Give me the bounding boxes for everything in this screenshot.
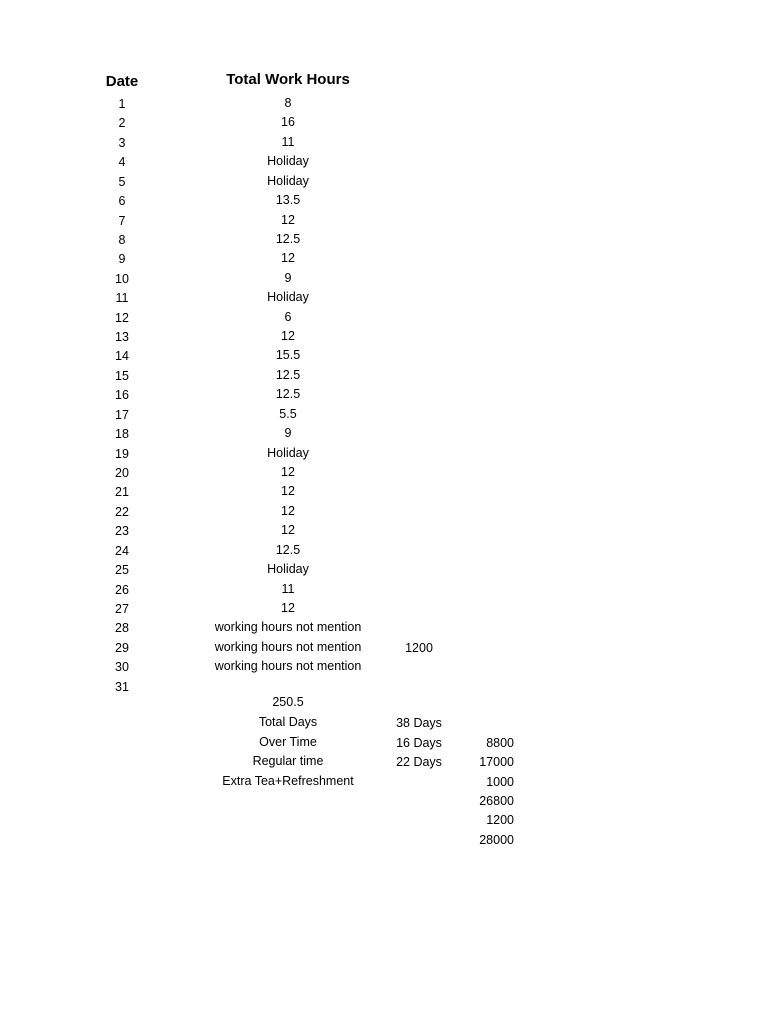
row-date: 26 [115, 583, 129, 597]
row-hours: 15.5 [275, 348, 301, 362]
row-hours: working hours not mention [214, 659, 362, 673]
summary-amount: 1000 [486, 775, 514, 789]
summary-amount: 17000 [479, 755, 514, 769]
row-hours: 12.5 [275, 543, 301, 557]
row-date: 9 [118, 252, 126, 266]
row-date: 23 [115, 524, 129, 538]
summary-label: Total Days [258, 715, 318, 729]
row-date: 6 [118, 194, 126, 208]
row-date: 30 [115, 660, 129, 674]
date-column-header: Date [105, 73, 139, 90]
row-hours: Holiday [267, 290, 309, 304]
summary-total-amount: 1200 [486, 813, 514, 827]
row-date: 16 [115, 388, 129, 402]
row-hours: working hours not mention [214, 620, 362, 634]
row-date: 14 [115, 349, 129, 363]
row-hours: 12 [281, 329, 295, 343]
row-hours: 12.5 [275, 368, 301, 382]
row-hours: 12 [281, 465, 295, 479]
row-date: 28 [115, 621, 129, 635]
row-date: 19 [115, 447, 129, 461]
row-hours: 12 [281, 523, 295, 537]
summary-total-amount: 28000 [479, 833, 514, 847]
row-hours: 12.5 [275, 232, 301, 246]
summary-amount: 8800 [486, 736, 514, 750]
row-date: 31 [115, 680, 129, 694]
summary-days: 16 Days [396, 736, 442, 750]
row-hours: 16 [281, 115, 295, 129]
total-hours: 250.5 [272, 695, 304, 709]
row-hours: 13.5 [275, 193, 301, 207]
row-date: 2 [118, 116, 126, 130]
row-hours: 12 [281, 251, 295, 265]
row-hours: 5.5 [279, 407, 297, 421]
row-hours: 9 [284, 426, 292, 440]
row-date: 29 [115, 641, 129, 655]
row-hours: 11 [281, 582, 295, 596]
row-date: 24 [115, 544, 129, 558]
row-date: 17 [115, 408, 129, 422]
row-hours: Holiday [267, 174, 309, 188]
row-hours: 9 [284, 271, 292, 285]
row-hours: Holiday [267, 446, 309, 460]
row-hours: 8 [284, 96, 292, 110]
row-date: 8 [118, 233, 126, 247]
row-hours: 12.5 [275, 387, 301, 401]
row-hours: Holiday [267, 562, 309, 576]
row-date: 7 [118, 214, 126, 228]
summary-total-amount: 26800 [479, 794, 514, 808]
row-date: 22 [115, 505, 129, 519]
row-date: 27 [115, 602, 129, 616]
summary-days: 38 Days [396, 716, 442, 730]
row-date: 15 [115, 369, 129, 383]
row-date: 12 [115, 311, 129, 325]
summary-label: Over Time [259, 735, 317, 749]
row-hours: 6 [284, 310, 292, 324]
row-extra-amount: 1200 [405, 641, 433, 655]
summary-label: Extra Tea+Refreshment [222, 774, 354, 788]
row-hours: 12 [281, 484, 295, 498]
row-date: 18 [115, 427, 129, 441]
row-date: 20 [115, 466, 129, 480]
row-date: 10 [115, 272, 129, 286]
row-date: 1 [118, 97, 126, 111]
row-hours: Holiday [267, 154, 309, 168]
row-hours: 12 [281, 504, 295, 518]
row-date: 21 [115, 485, 129, 499]
row-hours: 12 [281, 213, 295, 227]
row-date: 11 [115, 291, 129, 305]
row-date: 3 [118, 136, 126, 150]
row-hours: working hours not mention [214, 640, 362, 654]
summary-days: 22 Days [396, 755, 442, 769]
hours-column-header: Total Work Hours [226, 71, 350, 88]
row-hours: 11 [281, 135, 295, 149]
row-date: 5 [118, 175, 126, 189]
row-date: 4 [118, 155, 126, 169]
row-hours: 12 [281, 601, 295, 615]
row-date: 13 [115, 330, 129, 344]
summary-label: Regular time [252, 754, 324, 768]
row-date: 25 [115, 563, 129, 577]
